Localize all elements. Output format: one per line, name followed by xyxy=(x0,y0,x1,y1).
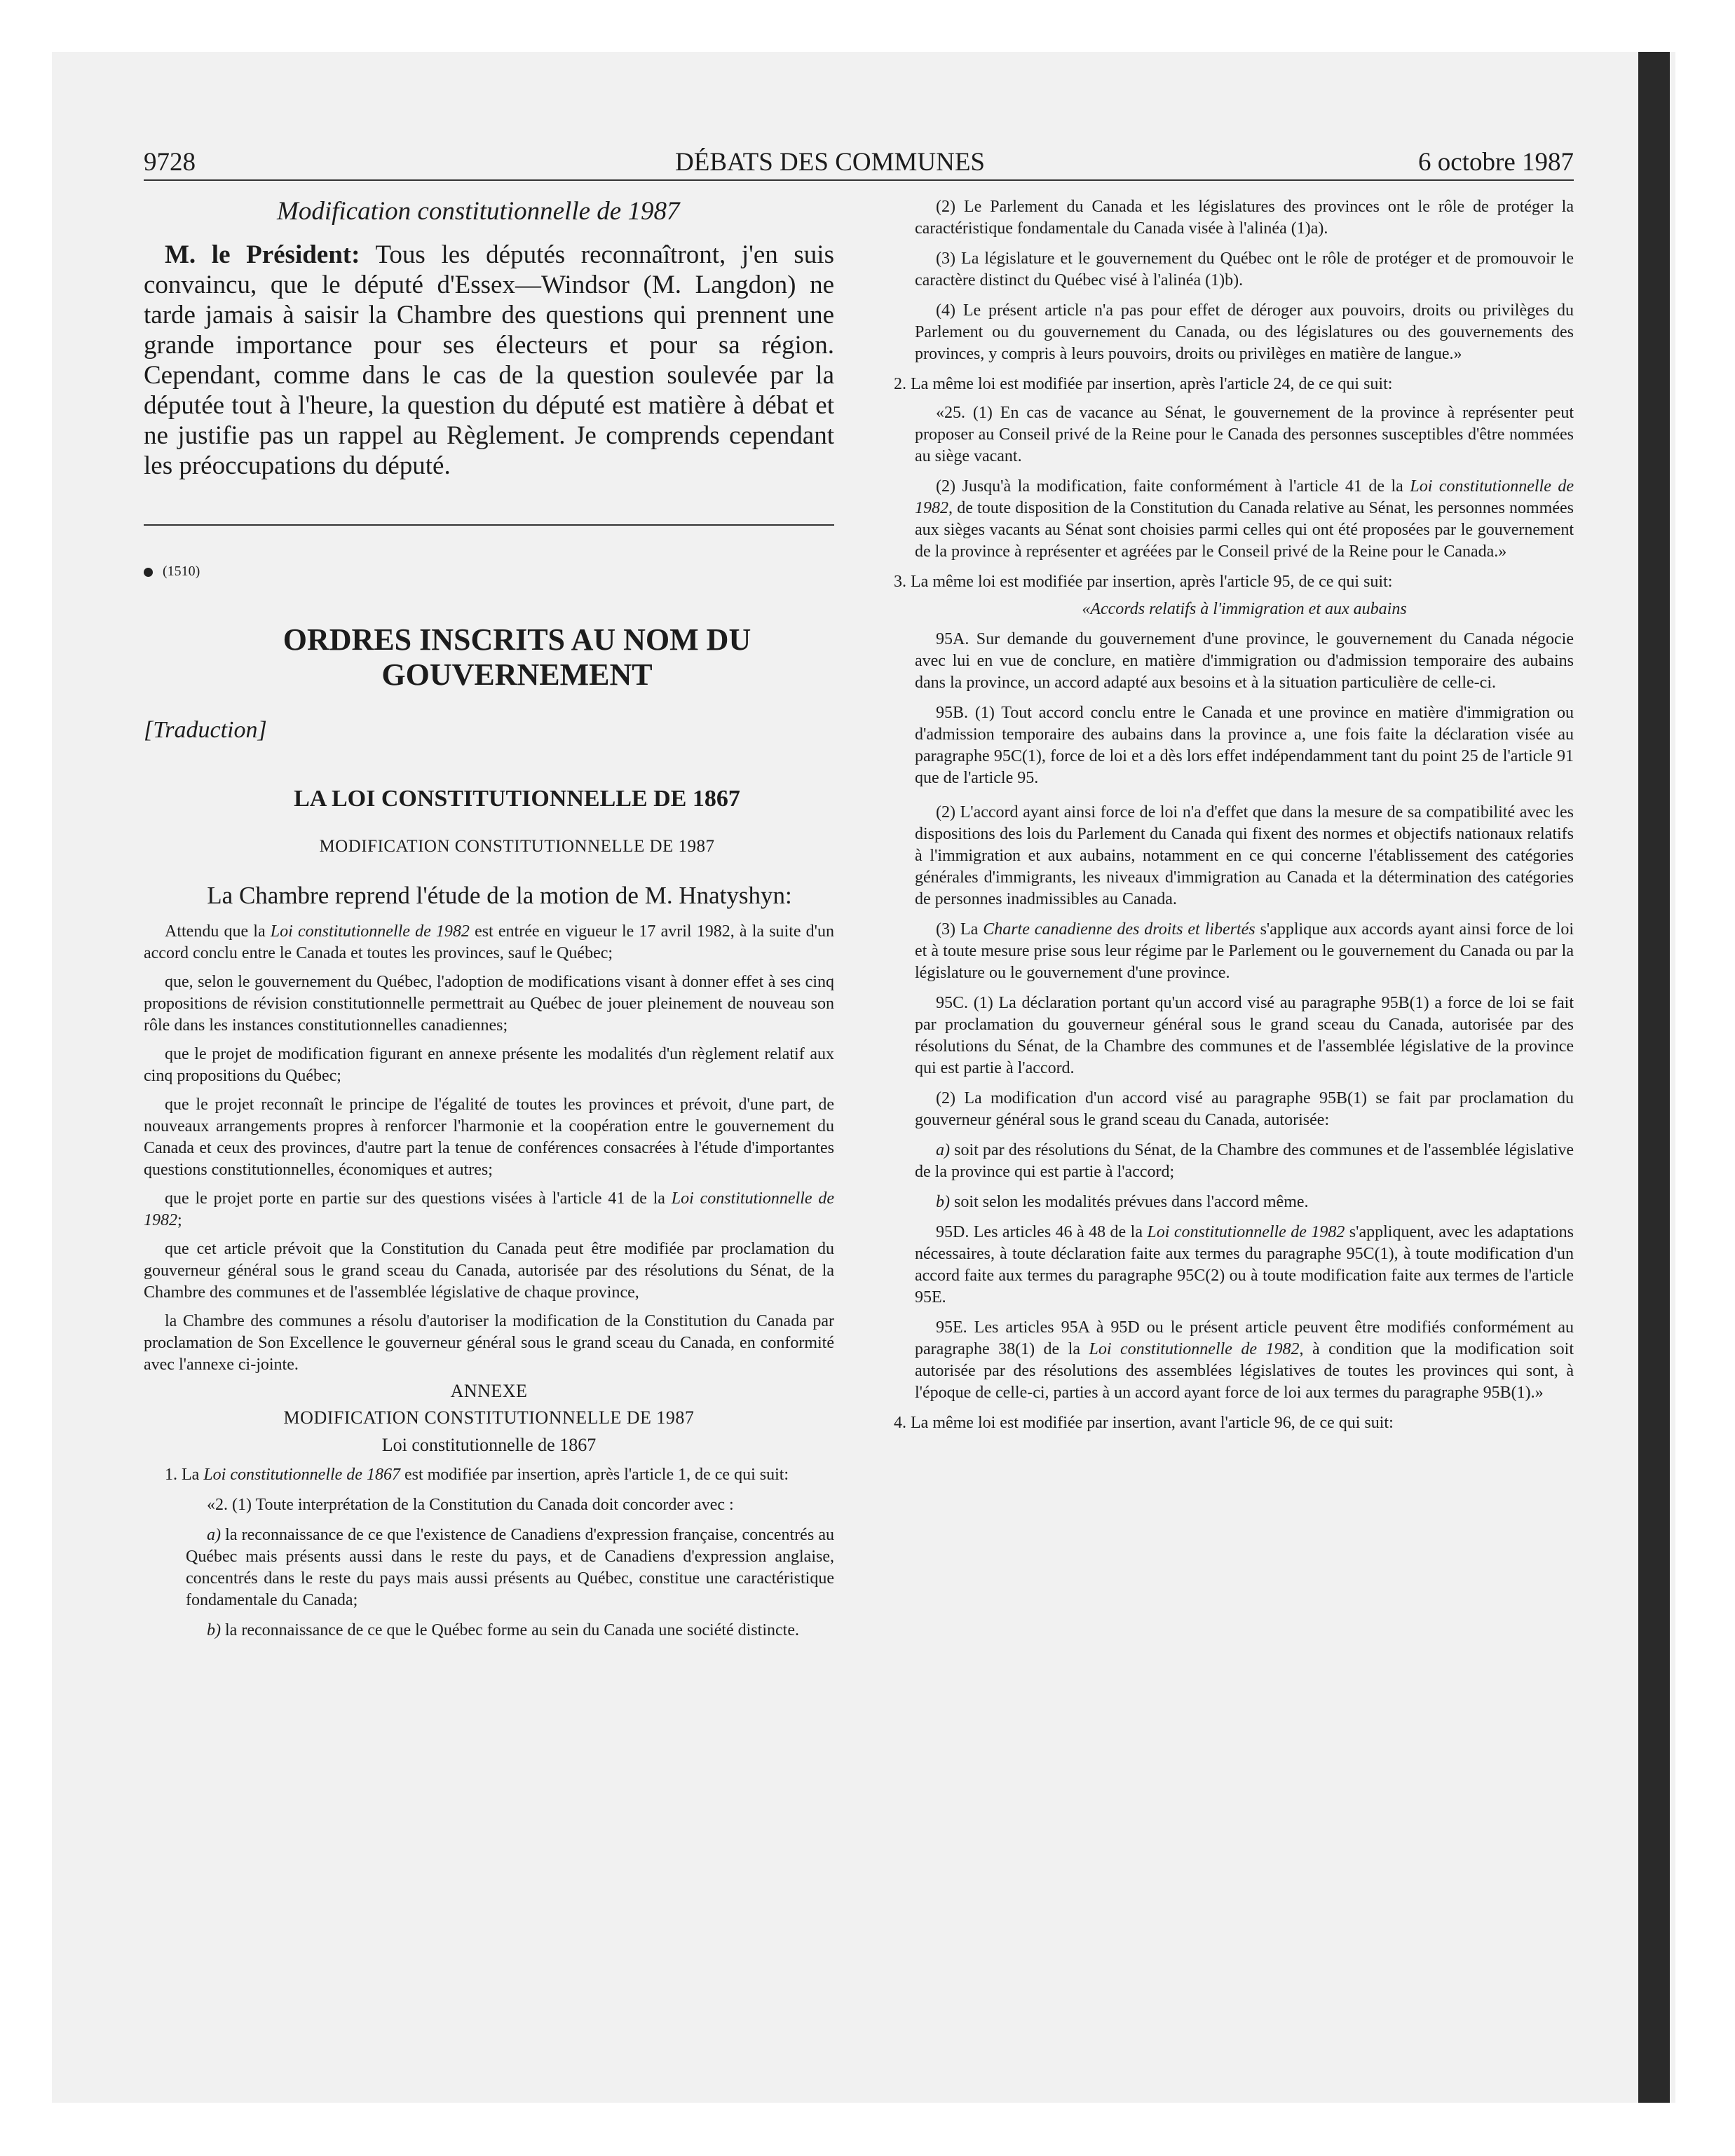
annex-act: Loi constitutionnelle de 1867 xyxy=(381,1435,597,1455)
subheading: «Accords relatifs à l'immigration et aux aubains xyxy=(1082,600,1407,618)
motion-paragraph: la Chambre des communes a résolu d'autoriser la modification de la Constitution du Canada par proclamation de Son Excellence le gouverneur général sous le grand sceau du Canada, en conformité avec l'annexe ci-jointe. xyxy=(144,1312,834,1374)
annex-item-2: 2. La même loi est modifiée par insertion, après l'article 24, de ce qui suit: xyxy=(894,375,1393,393)
quote-paragraph: b) la reconnaissance de ce que le Québec forme au sein du Canada une société distincte. xyxy=(207,1621,799,1639)
annex-heading: ANNEXE xyxy=(450,1381,528,1401)
quote-paragraph: 95B. (1) Tout accord conclu entre le Canada et une province en matière d'immigration ou d'admission temporaire des aubains dans la province a, une fois faite la déclaration visée au paragraphe 95C(1), force de loi et a dès lors effet indépendamment tant du point 25 de l'article 91 que de l'article 95. xyxy=(915,704,1574,787)
quote-paragraph: b) soit selon les modalités prévues dans l'accord même. xyxy=(936,1193,1309,1211)
bullet-icon xyxy=(144,568,153,577)
motion-paragraph: que le projet reconnaît le principe de l'égalité de toutes les provinces et prévoit, d'une part, de nouveaux arrangements propres à renforcer l'harmonie et la coopération entre le gouvernement du Canada et ceux des provinces, d'autre part la tenue de conférences consacrées à l'étude d'importantes questions constitutionnelles, économiques et autres; xyxy=(144,1096,834,1179)
speaker-paragraph xyxy=(144,240,834,481)
section-divider xyxy=(144,524,834,526)
running-header xyxy=(144,146,1574,179)
quote-paragraph: «2. (1) Toute interprétation de la Constitution du Canada doit concorder avec : xyxy=(207,1496,734,1514)
quote-paragraph: 95E. Les articles 95A à 95D ou le présent article peuvent être modifiés conformément au paragraphe 38(1) de la Loi constitutionnelle de 1982, à condition que la modification soit autorisée par des résolutions des assemblées législatives de toutes les provinces qui sont, à l'époque de celle-ci, parties à un accord ayant force de loi aux termes du paragraphe 95B(1).» xyxy=(915,1318,1574,1402)
page-number: 9728 xyxy=(144,148,196,177)
section-title: Modification constitutionnelle de 1987 xyxy=(277,197,680,226)
motion-intro: La Chambre reprend l'étude de la motion de M. Hnatyshyn: xyxy=(207,882,792,909)
speaker-text: Tous les députés reconnaîtront, j'en suis convaincu, que le député d'Essex—Windsor (M. Langdon) ne tarde jamais à saisir la Chambre des questions qui prennent une grande importance pour ses électeurs et pour sa région. Cependant, comme dans le cas de la question soulevée par la députée tout à l'heure, la question du député est matière à débat et ne justifie pas un rappel au Règlement. Je comprends cependant les préoccupations du député. xyxy=(144,240,834,480)
quote-paragraph: (2) L'accord ayant ainsi force de loi n'a d'effet que dans la mesure de sa compatibilité avec les dispositions des lois du Parlement du Canada qui fixent des normes et objectifs nationaux relatifs à l'immigration et aux aubains, notamment en ce qui concerne l'établissement des catégories générales d'immigrants, les niveaux d'immigration au Canada et la détermination des catégories de personnes inadmissibles au Canada. xyxy=(915,803,1574,908)
time-stamp: (1510) xyxy=(163,564,200,579)
quoted-section-25 xyxy=(894,402,1574,563)
quote-paragraph: a) soit par des résolutions du Sénat, de la Chambre des communes et de l'assemblée législative de la province qui est partie à l'accord; xyxy=(915,1141,1574,1181)
quote-paragraph: (2) Le Parlement du Canada et les législatures des provinces ont le rôle de protéger la caractéristique fondamentale du Canada visée à l'alinéa (1)a). xyxy=(915,198,1574,238)
quote-paragraph: (4) Le présent article n'a pas pour effet de déroger aux pouvoirs, droits ou privilèges du Parlement ou du gouvernement du Canada, ou des législatures ou des gouvernements des provinces, y compris à leurs pouvoirs, droits ou privilèges en matière de langue.» xyxy=(915,301,1574,363)
motion-paragraph: que cet article prévoit que la Constitution du Canada peut être modifiée par proclamation du gouverneur général sous le grand sceau du Canada, autorisée par des résolutions du Sénat, de la Chambre des communes et de l'assemblée législative de chaque province, xyxy=(144,1240,834,1302)
scan-edge-shadow xyxy=(1638,52,1670,2103)
orders-heading-line-1: ORDRES INSCRITS AU NOM DU xyxy=(283,622,751,657)
orders-heading-line-2: GOUVERNEMENT xyxy=(381,657,653,692)
quoted-section-2 xyxy=(144,1494,834,1642)
quote-paragraph: (2) La modification d'un accord visé au paragraphe 95B(1) se fait par proclamation du gouverneur général sous le grand sceau du Canada, autorisée: xyxy=(915,1089,1574,1129)
motion-paragraph: que le projet porte en partie sur des questions visées à l'article 41 de la Loi constitutionnelle de 1982; xyxy=(144,1189,835,1229)
speaker-name: M. le Président: xyxy=(165,240,360,269)
quote-paragraph: 95D. Les articles 46 à 48 de la Loi constitutionnelle de 1982 s'appliquent, avec les adaptations nécessaires, à toute déclaration faite aux termes du paragraphe 95C(1), à toute modification d'un accord faite aux termes du paragraphe 95C(2) ou à toute modification faite aux termes de l'article 95E. xyxy=(915,1223,1574,1306)
motion-text xyxy=(144,921,834,1642)
quote-paragraph: (3) La Charte canadienne des droits et libertés s'applique aux accords ayant ainsi force de loi et à toute mesure prise sous leur régime par le Parlement ou le gouvernement du Canada ou par la législature ou le gouvernement d'une province. xyxy=(915,920,1574,982)
motion-paragraph: que le projet de modification figurant en annexe présente les modalités d'un règlement relatif aux cinq propositions du Québec; xyxy=(144,1045,834,1085)
motion-paragraph: Attendu que la Loi constitutionnelle de 1982 est entrée en vigueur le 17 avril 1982, à la suite d'un accord conclu entre le Canada et toutes les provinces, sauf le Québec; xyxy=(144,922,835,962)
motion-paragraph: que, selon le gouvernement du Québec, l'adoption de modifications visant à donner effet à ses cinq propositions de révision constitutionnelle permettrait au Québec de jouer pleinement de nouveau son rôle dans les instances constitutionnelles canadiennes; xyxy=(144,973,834,1035)
annex-item-4: 4. La même loi est modifiée par insertion, avant l'article 96, de ce qui suit: xyxy=(894,1414,1394,1432)
quoted-subsections xyxy=(894,196,1574,365)
quote-paragraph: (2) Jusqu'à la modification, faite conformément à l'article 41 de la Loi constitutionnelle de 1982, de toute disposition de la Constitution du Canada relative au Sénat, les personnes nommées aux sièges vacants au Sénat sont choisies parmi celles qui ont été proposées par le gouvernement de la province à représenter et agréées par le Conseil privé de la Reine pour le Canada.» xyxy=(915,477,1574,561)
header-date: 6 octobre 1987 xyxy=(1418,148,1574,177)
amendment-heading: MODIFICATION CONSTITUTIONNELLE DE 1987 xyxy=(319,837,715,856)
orders-heading xyxy=(144,622,834,692)
quote-paragraph: (3) La législature et le gouvernement du Québec ont le rôle de protéger et de promouvoir le caractère distinct du Québec visé à l'alinéa (1)b). xyxy=(915,250,1574,289)
translation-note: [Traduction] xyxy=(144,717,267,743)
annex-item-3: 3. La même loi est modifiée par insertion, après l'article 95, de ce qui suit: xyxy=(894,573,1393,591)
quote-paragraph: 95C. (1) La déclaration portant qu'un accord visé au paragraphe 95B(1) a force de loi se fait par proclamation du gouverneur général sous le grand sceau du Canada, autorisée par des résolutions du Sénat, de la Chambre des communes et de l'assemblée législative de la province qui est partie à l'accord. xyxy=(915,994,1574,1077)
publication-title: DÉBATS DES COMMUNES xyxy=(675,148,986,177)
annex-title: MODIFICATION CONSTITUTIONNELLE DE 1987 xyxy=(283,1407,695,1428)
right-column xyxy=(894,196,1574,1434)
header-rule xyxy=(144,179,1574,181)
time-marker xyxy=(144,561,834,582)
quote-paragraph: «25. (1) En cas de vacance au Sénat, le gouvernement de la province à représenter peut proposer au Conseil privé de la Reine pour le Canada des personnes susceptibles d'être nommées au siège vacant. xyxy=(915,404,1574,465)
act-heading: LA LOI CONSTITUTIONNELLE DE 1867 xyxy=(294,786,740,812)
quoted-section-95 xyxy=(894,599,1574,1404)
annex-item-1: 1. La Loi constitutionnelle de 1867 est modifiée par insertion, après l'article 1, de ce qui suit: xyxy=(165,1466,789,1484)
quote-paragraph: 95A. Sur demande du gouvernement d'une province, le gouvernement du Canada négocie avec lui en vue de conclure, en matière d'immigration ou d'admission temporaire des aubains dans la province, un accord adapté aux besoins et à la situation particulière de celle-ci. xyxy=(915,630,1574,692)
quote-paragraph: a) la reconnaissance de ce que l'existence de Canadiens d'expression française, concentrés au Québec mais présents aussi dans le reste du pays, et de Canadiens d'expression anglaise, concentrés dans le reste du pays mais aussi présents au Québec, constitue une caractéristique fondamentale du Canada; xyxy=(186,1526,834,1609)
left-column xyxy=(144,196,834,1642)
